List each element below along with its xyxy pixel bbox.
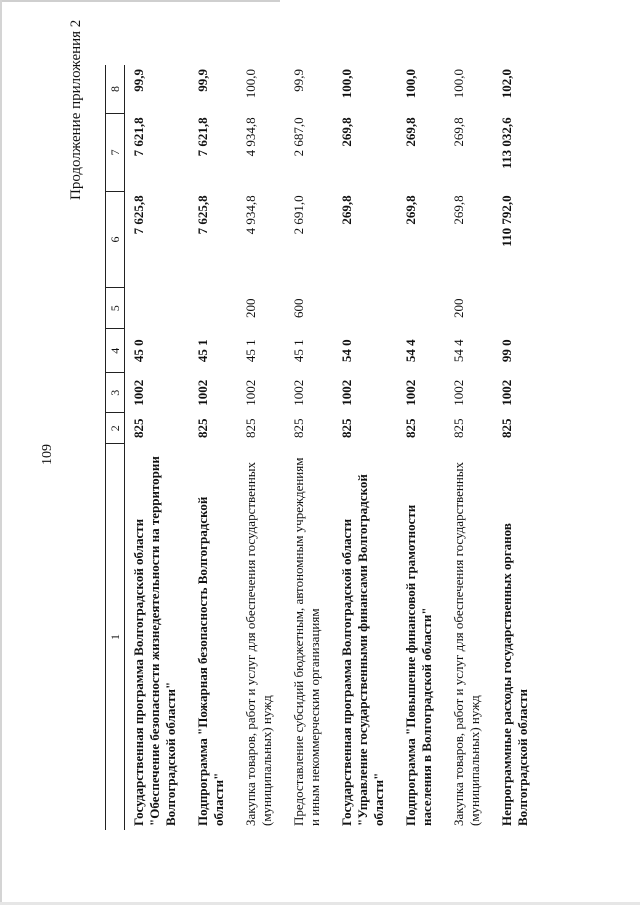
cell-code: 825 — [339, 418, 354, 438]
cell-actual: 269,8 — [451, 117, 466, 147]
cell-actual: 269,8 — [339, 117, 354, 147]
cell-target: 99 0 — [499, 339, 514, 363]
cell-percent: 100,0 — [243, 69, 258, 99]
cell-code: 825 — [451, 418, 466, 438]
cell-type — [189, 287, 237, 329]
cell-actual: 2 687,0 — [291, 117, 306, 157]
cell-percent: 99,9 — [195, 69, 210, 92]
cell-type — [125, 287, 190, 329]
cell-target: 45 1 — [195, 339, 210, 363]
table-header-row — [106, 65, 125, 830]
cell-target: 54 4 — [403, 339, 418, 363]
cell-target: 45 0 — [131, 339, 146, 363]
row-name: Непрограммные расходы государственных органов Волгоградской области — [499, 523, 530, 826]
header-cell: 5 — [106, 287, 125, 329]
header-cell: 1 — [106, 444, 125, 830]
cell-target: 45 1 — [291, 339, 306, 363]
cell-section: 1002 — [243, 379, 258, 406]
row-name: Закупка товаров, работ и услуг для обеспечения государственных (муниципальных) нужд — [451, 461, 482, 826]
header-cell: 3 — [106, 373, 125, 413]
cell-plan: 269,8 — [451, 195, 466, 225]
cell-code: 825 — [403, 418, 418, 438]
table-row — [493, 65, 541, 830]
cell-plan: 269,8 — [403, 195, 418, 225]
cell-section: 1002 — [499, 379, 514, 406]
cell-code: 825 — [499, 418, 514, 438]
cell-plan: 2 691,0 — [291, 195, 306, 235]
table-row — [285, 65, 333, 830]
cell-type: 200 — [243, 298, 258, 318]
row-name: Государственная программа Волгоградской области "Обеспечение безопасности жизнедеятельности на территории Волгоградской области" — [131, 456, 178, 826]
cell-section: 1002 — [451, 379, 466, 406]
table-row — [125, 65, 190, 830]
cell-percent: 100,0 — [403, 69, 418, 99]
header-cell: 6 — [106, 191, 125, 287]
cell-type — [333, 287, 397, 329]
cell-type: 600 — [291, 298, 306, 318]
header-cell: 2 — [106, 413, 125, 444]
cell-target: 45 1 — [243, 339, 258, 363]
table-row — [333, 65, 397, 830]
cell-actual: 7 621,8 — [195, 117, 210, 157]
cell-percent: 99,9 — [291, 69, 306, 92]
cell-code: 825 — [243, 418, 258, 438]
header-cell: 7 — [106, 113, 125, 191]
cell-plan: 110 792,0 — [499, 195, 514, 247]
row-name: Подпрограмма "Повышение финансовой грамотности населения в Волгоградской области" — [403, 504, 434, 826]
row-name: Предоставление субсидий бюджетным, автономным учреждениям и иным некоммерческим организациям — [291, 457, 322, 826]
cell-plan: 269,8 — [339, 195, 354, 225]
table-row — [237, 65, 285, 830]
row-name: Закупка товаров, работ и услуг для обеспечения государственных (муниципальных) нужд — [243, 461, 274, 826]
cell-percent: 100,0 — [451, 69, 466, 99]
cell-section: 1002 — [291, 379, 306, 406]
cell-plan: 7 625,8 — [131, 195, 146, 235]
cell-section: 1002 — [195, 379, 210, 406]
cell-actual: 113 032,6 — [499, 117, 514, 169]
cell-code: 825 — [131, 418, 146, 438]
cell-plan: 4 934,8 — [243, 195, 258, 235]
cell-target: 54 0 — [339, 339, 354, 363]
cell-target: 54 4 — [451, 339, 466, 363]
cell-section: 1002 — [339, 379, 354, 406]
appendix-note: Продолжение приложения 2 — [68, 19, 84, 200]
cell-type — [493, 287, 541, 329]
cell-type: 200 — [451, 298, 466, 318]
cell-section: 1002 — [403, 379, 418, 406]
table-row — [445, 65, 493, 830]
cell-code: 825 — [195, 418, 210, 438]
cell-actual: 7 621,8 — [131, 117, 146, 157]
cell-plan: 7 625,8 — [195, 195, 210, 235]
cell-type — [397, 287, 445, 329]
table-row — [189, 65, 237, 830]
cell-code: 825 — [291, 418, 306, 438]
header-cell: 8 — [106, 65, 125, 113]
row-name: Государственная программа Волгоградской области "Управление государственными финансами Волгоградской области" — [339, 474, 386, 826]
cell-actual: 4 934,8 — [243, 117, 258, 157]
cell-section: 1002 — [131, 379, 146, 406]
cell-percent: 100,0 — [339, 69, 354, 99]
cell-actual: 269,8 — [403, 117, 418, 147]
row-name: Подпрограмма "Пожарная безопасность Волгоградской области" — [195, 496, 226, 826]
page-number: 109 — [40, 444, 55, 465]
header-cell: 4 — [106, 329, 125, 373]
cell-percent: 99,9 — [131, 69, 146, 92]
budget-table — [105, 65, 541, 830]
cell-percent: 102,0 — [499, 69, 514, 99]
table-row — [397, 65, 445, 830]
